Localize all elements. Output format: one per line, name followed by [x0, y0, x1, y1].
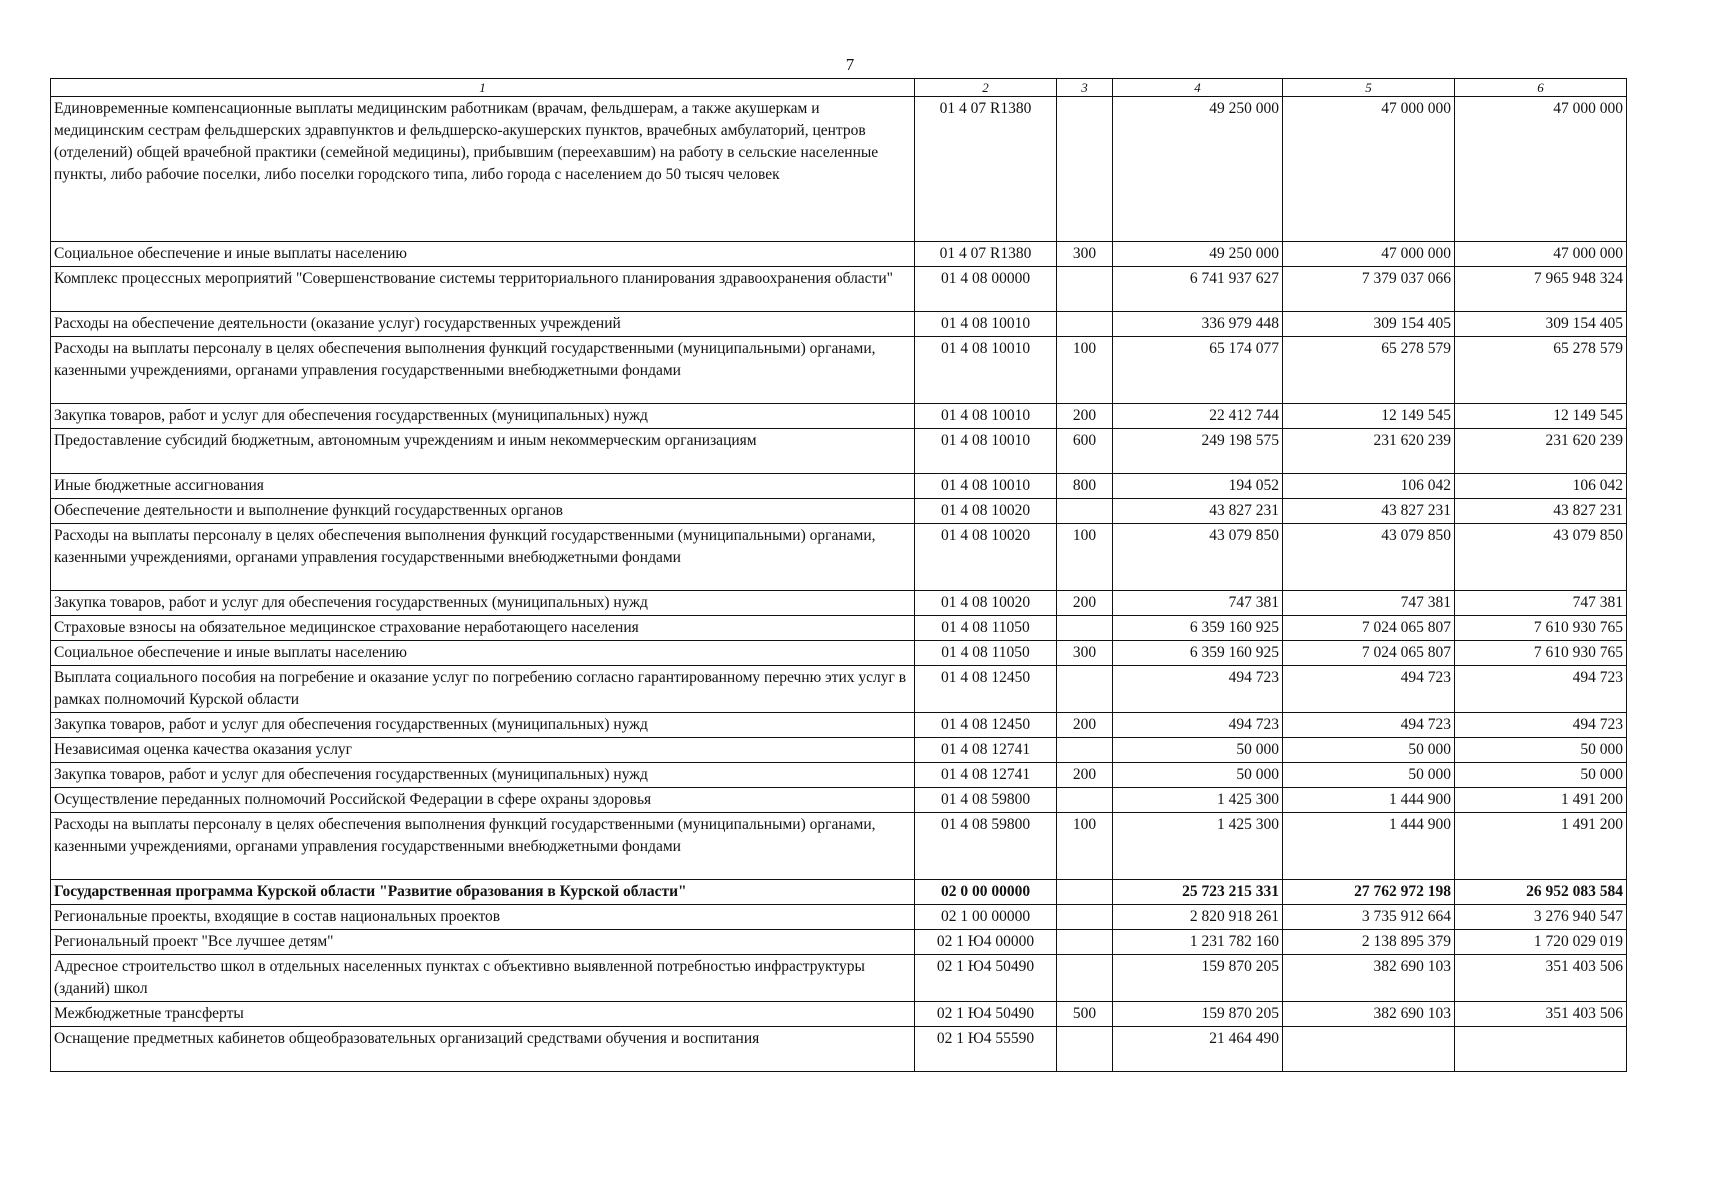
row-expense-type-cell: 800	[1057, 474, 1113, 499]
row-value-col5-cell: 7 024 065 807	[1283, 641, 1455, 666]
row-name-cell: Государственная программа Курской области "Развитие образования в Курской области"	[51, 880, 915, 905]
row-value-col5-cell: 494 723	[1283, 713, 1455, 738]
row-name-cell: Адресное строительство школ в отдельных населенных пунктах с объективно выявленной потребностью инфраструктуры (зданий) школ	[51, 955, 915, 1002]
row-code-cell: 01 4 08 11050	[915, 641, 1057, 666]
row-name-cell: Закупка товаров, работ и услуг для обеспечения государственных (муниципальных) нужд	[51, 404, 915, 429]
row-value-col6-cell: 351 403 506	[1455, 1002, 1627, 1027]
table-row	[51, 616, 1627, 641]
row-code-cell: 01 4 08 10010	[915, 429, 1057, 474]
row-name-cell: Социальное обеспечение и иные выплаты населению	[51, 641, 915, 666]
row-code-cell: 02 1 00 00000	[915, 905, 1057, 930]
table-row	[51, 429, 1627, 474]
row-code-cell: 02 1 Ю4 50490	[915, 1002, 1057, 1027]
row-value-col6-cell: 7 965 948 324	[1455, 267, 1627, 312]
row-value-col5-cell: 65 278 579	[1283, 337, 1455, 404]
row-name-cell: Обеспечение деятельности и выполнение функций государственных органов	[51, 499, 915, 524]
row-code-cell: 01 4 08 10010	[915, 337, 1057, 404]
row-expense-type-cell	[1057, 788, 1113, 813]
row-code-cell: 01 4 08 10020	[915, 591, 1057, 616]
row-value-col5-cell: 309 154 405	[1283, 312, 1455, 337]
row-name-cell: Выплата социального пособия на погребение и оказание услуг по погребению согласно гарантированному перечню этих услуг в рамках полномочий Курской области	[51, 666, 915, 713]
table-row	[51, 1002, 1627, 1027]
row-value-col6-cell: 26 952 083 584	[1455, 880, 1627, 905]
row-value-col4-cell: 2 820 918 261	[1113, 905, 1283, 930]
table-row	[51, 880, 1627, 905]
row-code-cell: 01 4 08 12741	[915, 738, 1057, 763]
row-expense-type-cell: 100	[1057, 337, 1113, 404]
row-value-col5-cell: 3 735 912 664	[1283, 905, 1455, 930]
row-expense-type-cell: 200	[1057, 713, 1113, 738]
table-row	[51, 337, 1627, 404]
row-name-cell: Предоставление субсидий бюджетным, автономным учреждениям и иным некоммерческим организациям	[51, 429, 915, 474]
table-row	[51, 474, 1627, 499]
row-value-col5-cell: 106 042	[1283, 474, 1455, 499]
table-row	[51, 713, 1627, 738]
row-expense-type-cell	[1057, 616, 1113, 641]
table-row	[51, 267, 1627, 312]
row-value-col4-cell: 43 079 850	[1113, 524, 1283, 591]
row-value-col5-cell	[1283, 1027, 1455, 1072]
row-value-col5-cell: 50 000	[1283, 763, 1455, 788]
row-value-col4-cell: 22 412 744	[1113, 404, 1283, 429]
row-value-col4-cell: 65 174 077	[1113, 337, 1283, 404]
row-value-col6-cell: 351 403 506	[1455, 955, 1627, 1002]
row-value-col6-cell: 747 381	[1455, 591, 1627, 616]
row-value-col5-cell: 1 444 900	[1283, 788, 1455, 813]
table-row	[51, 666, 1627, 713]
row-value-col6-cell: 106 042	[1455, 474, 1627, 499]
row-expense-type-cell	[1057, 930, 1113, 955]
row-value-col6-cell: 494 723	[1455, 666, 1627, 713]
row-value-col4-cell: 6 741 937 627	[1113, 267, 1283, 312]
row-value-col5-cell: 382 690 103	[1283, 955, 1455, 1002]
table-row	[51, 499, 1627, 524]
row-name-cell: Расходы на выплаты персоналу в целях обеспечения выполнения функций государственными (муниципальными) органами, казенными учреждениями, органами управления государственными внебюджетными фондами	[51, 337, 915, 404]
row-name-cell: Социальное обеспечение и иные выплаты населению	[51, 242, 915, 267]
row-name-cell: Иные бюджетные ассигнования	[51, 474, 915, 499]
row-name-cell: Осуществление переданных полномочий Российской Федерации в сфере охраны здоровья	[51, 788, 915, 813]
row-name-cell: Закупка товаров, работ и услуг для обеспечения государственных (муниципальных) нужд	[51, 591, 915, 616]
row-value-col6-cell: 7 610 930 765	[1455, 641, 1627, 666]
row-expense-type-cell	[1057, 312, 1113, 337]
row-code-cell: 01 4 07 R1380	[915, 242, 1057, 267]
row-value-col6-cell: 43 827 231	[1455, 499, 1627, 524]
column-number-4: 4	[1113, 79, 1283, 97]
row-value-col4-cell: 159 870 205	[1113, 1002, 1283, 1027]
row-code-cell: 02 1 Ю4 55590	[915, 1027, 1057, 1072]
row-value-col5-cell: 47 000 000	[1283, 242, 1455, 267]
row-value-col5-cell: 747 381	[1283, 591, 1455, 616]
table-row	[51, 524, 1627, 591]
table-row	[51, 242, 1627, 267]
row-value-col5-cell: 231 620 239	[1283, 429, 1455, 474]
row-value-col5-cell: 2 138 895 379	[1283, 930, 1455, 955]
row-code-cell: 01 4 07 R1380	[915, 97, 1057, 242]
row-name-cell: Расходы на обеспечение деятельности (оказание услуг) государственных учреждений	[51, 312, 915, 337]
table-row	[51, 738, 1627, 763]
row-value-col6-cell: 50 000	[1455, 763, 1627, 788]
column-number-6: 6	[1455, 79, 1627, 97]
row-value-col5-cell: 494 723	[1283, 666, 1455, 713]
row-expense-type-cell	[1057, 499, 1113, 524]
row-expense-type-cell	[1057, 880, 1113, 905]
row-name-cell: Региональные проекты, входящие в состав национальных проектов	[51, 905, 915, 930]
row-value-col4-cell: 43 827 231	[1113, 499, 1283, 524]
row-value-col6-cell: 1 491 200	[1455, 788, 1627, 813]
row-value-col4-cell: 194 052	[1113, 474, 1283, 499]
row-name-cell: Закупка товаров, работ и услуг для обеспечения государственных (муниципальных) нужд	[51, 713, 915, 738]
row-value-col4-cell: 1 425 300	[1113, 788, 1283, 813]
row-value-col4-cell: 6 359 160 925	[1113, 616, 1283, 641]
row-code-cell: 01 4 08 10010	[915, 312, 1057, 337]
row-code-cell: 01 4 08 10020	[915, 499, 1057, 524]
row-expense-type-cell	[1057, 666, 1113, 713]
row-value-col6-cell: 47 000 000	[1455, 242, 1627, 267]
row-code-cell: 02 0 00 00000	[915, 880, 1057, 905]
row-code-cell: 01 4 08 10010	[915, 474, 1057, 499]
row-expense-type-cell	[1057, 1027, 1113, 1072]
table-row	[51, 97, 1627, 242]
row-value-col4-cell: 1 425 300	[1113, 813, 1283, 880]
row-value-col5-cell: 12 149 545	[1283, 404, 1455, 429]
row-value-col6-cell: 3 276 940 547	[1455, 905, 1627, 930]
table-row	[51, 312, 1627, 337]
table-row	[51, 813, 1627, 880]
row-value-col6-cell: 494 723	[1455, 713, 1627, 738]
table-row	[51, 788, 1627, 813]
column-number-2: 2	[915, 79, 1057, 97]
row-expense-type-cell: 600	[1057, 429, 1113, 474]
row-value-col6-cell: 50 000	[1455, 738, 1627, 763]
row-value-col6-cell: 309 154 405	[1455, 312, 1627, 337]
row-expense-type-cell: 100	[1057, 524, 1113, 591]
row-expense-type-cell: 200	[1057, 591, 1113, 616]
row-value-col6-cell: 65 278 579	[1455, 337, 1627, 404]
row-code-cell: 01 4 08 12741	[915, 763, 1057, 788]
row-value-col6-cell: 1 491 200	[1455, 813, 1627, 880]
table-row	[51, 763, 1627, 788]
row-value-col4-cell: 6 359 160 925	[1113, 641, 1283, 666]
row-value-col5-cell: 43 079 850	[1283, 524, 1455, 591]
row-name-cell: Межбюджетные трансферты	[51, 1002, 915, 1027]
row-code-cell: 01 4 08 59800	[915, 813, 1057, 880]
row-name-cell: Комплекс процессных мероприятий "Совершенствование системы территориального планирования здравоохранения области"	[51, 267, 915, 312]
row-expense-type-cell	[1057, 738, 1113, 763]
row-expense-type-cell: 100	[1057, 813, 1113, 880]
row-value-col4-cell: 494 723	[1113, 713, 1283, 738]
table-row	[51, 641, 1627, 666]
table-row	[51, 404, 1627, 429]
row-expense-type-cell: 200	[1057, 763, 1113, 788]
row-name-cell: Единовременные компенсационные выплаты медицинским работникам (врачам, фельдшерам, а также акушеркам и медицинским сестрам фельдшерских здравпунктов и фельдшерско-акушерских пунктов, врачебных амбулаторий, центров (отделений) общей врачебной практики (семейной медицины), прибывшим (переехавшим) на работу в сельские населенные пункты, либо рабочие поселки, либо поселки городского типа, либо города с населением до 50 тысяч человек	[51, 97, 915, 242]
row-expense-type-cell: 300	[1057, 242, 1113, 267]
row-value-col4-cell: 21 464 490	[1113, 1027, 1283, 1072]
column-number-1: 1	[51, 79, 915, 97]
row-expense-type-cell	[1057, 955, 1113, 1002]
row-name-cell: Страховые взносы на обязательное медицинское страхование неработающего населения	[51, 616, 915, 641]
row-value-col6-cell: 43 079 850	[1455, 524, 1627, 591]
row-value-col6-cell	[1455, 1027, 1627, 1072]
row-code-cell: 02 1 Ю4 00000	[915, 930, 1057, 955]
row-value-col5-cell: 43 827 231	[1283, 499, 1455, 524]
row-expense-type-cell: 200	[1057, 404, 1113, 429]
row-code-cell: 01 4 08 10010	[915, 404, 1057, 429]
row-code-cell: 01 4 08 11050	[915, 616, 1057, 641]
row-code-cell: 01 4 08 00000	[915, 267, 1057, 312]
table-row	[51, 905, 1627, 930]
row-value-col4-cell: 159 870 205	[1113, 955, 1283, 1002]
row-value-col4-cell: 336 979 448	[1113, 312, 1283, 337]
row-value-col6-cell: 47 000 000	[1455, 97, 1627, 242]
table-row	[51, 1027, 1627, 1072]
row-value-col5-cell: 7 379 037 066	[1283, 267, 1455, 312]
row-value-col4-cell: 50 000	[1113, 738, 1283, 763]
row-value-col6-cell: 231 620 239	[1455, 429, 1627, 474]
row-code-cell: 02 1 Ю4 50490	[915, 955, 1057, 1002]
budget-table	[50, 78, 1627, 1072]
row-value-col5-cell: 27 762 972 198	[1283, 880, 1455, 905]
row-expense-type-cell	[1057, 97, 1113, 242]
table-row	[51, 930, 1627, 955]
row-code-cell: 01 4 08 12450	[915, 713, 1057, 738]
table-row	[51, 955, 1627, 1002]
row-value-col4-cell: 249 198 575	[1113, 429, 1283, 474]
table-row	[51, 591, 1627, 616]
row-value-col5-cell: 47 000 000	[1283, 97, 1455, 242]
row-value-col5-cell: 382 690 103	[1283, 1002, 1455, 1027]
row-code-cell: 01 4 08 12450	[915, 666, 1057, 713]
row-name-cell: Независимая оценка качества оказания услуг	[51, 738, 915, 763]
row-value-col6-cell: 12 149 545	[1455, 404, 1627, 429]
row-value-col4-cell: 49 250 000	[1113, 242, 1283, 267]
row-value-col5-cell: 7 024 065 807	[1283, 616, 1455, 641]
page-number: 7	[845, 55, 855, 74]
row-expense-type-cell: 500	[1057, 1002, 1113, 1027]
row-value-col5-cell: 50 000	[1283, 738, 1455, 763]
row-value-col6-cell: 1 720 029 019	[1455, 930, 1627, 955]
column-number-5: 5	[1283, 79, 1455, 97]
row-value-col4-cell: 1 231 782 160	[1113, 930, 1283, 955]
row-name-cell: Расходы на выплаты персоналу в целях обеспечения выполнения функций государственными (муниципальными) органами, казенными учреждениями, органами управления государственными внебюджетными фондами	[51, 524, 915, 591]
row-name-cell: Оснащение предметных кабинетов общеобразовательных организаций средствами обучения и воспитания	[51, 1027, 915, 1072]
row-value-col4-cell: 747 381	[1113, 591, 1283, 616]
row-value-col4-cell: 49 250 000	[1113, 97, 1283, 242]
row-value-col6-cell: 7 610 930 765	[1455, 616, 1627, 641]
column-number-3: 3	[1057, 79, 1113, 97]
row-code-cell: 01 4 08 10020	[915, 524, 1057, 591]
row-name-cell: Расходы на выплаты персоналу в целях обеспечения выполнения функций государственными (муниципальными) органами, казенными учреждениями, органами управления государственными внебюджетными фондами	[51, 813, 915, 880]
row-value-col5-cell: 1 444 900	[1283, 813, 1455, 880]
row-code-cell: 01 4 08 59800	[915, 788, 1057, 813]
row-expense-type-cell	[1057, 905, 1113, 930]
row-value-col4-cell: 25 723 215 331	[1113, 880, 1283, 905]
row-value-col4-cell: 494 723	[1113, 666, 1283, 713]
row-expense-type-cell: 300	[1057, 641, 1113, 666]
row-value-col4-cell: 50 000	[1113, 763, 1283, 788]
row-name-cell: Закупка товаров, работ и услуг для обеспечения государственных (муниципальных) нужд	[51, 763, 915, 788]
row-name-cell: Региональный проект "Все лучшее детям"	[51, 930, 915, 955]
row-expense-type-cell	[1057, 267, 1113, 312]
column-number-header	[51, 79, 1627, 97]
